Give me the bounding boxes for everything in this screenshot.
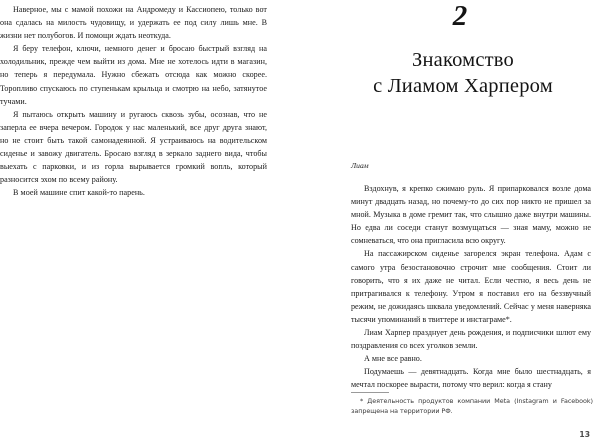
paragraph: Наверное, мы с мамой похожи на Андромеду и Кассиопею, только вот она сдалась на милость чудовищу, и удержать ее под силу лишь мне. В жизни нет полубогов. И помощи ждать неоткуда.: [0, 5, 267, 41]
chapter-title: [338, 47, 588, 99]
paragraph: Подумаешь — девятнадцать. Когда мне было шестнадцать, я мечтал поскорее вырасти, потому что верил: когда я стану: [351, 367, 591, 390]
footnote-divider: [351, 392, 389, 393]
left-page: [0, 0, 267, 447]
chapter-number: 2: [452, 0, 468, 32]
right-page-body: [351, 182, 591, 392]
right-page: [330, 0, 600, 447]
paragraph: Вздохнув, я крепко сжимаю руль. Я припарковался возле дома минут двадцать назад, но почему-то до сих пор никто не пришел за мной. Музыка в доме гремит так, что слышно даже внутри машины. Но едва ли соседи станут возмущаться — зная маму, можно не сомневаться, что она пригласила всю округу.: [351, 184, 591, 246]
left-page-body: [0, 3, 267, 199]
paragraph: Я беру телефон, ключи, немного денег и бросаю быстрый взгляд на холодильник, прежде чем выйти из дома. Мне не хотелось идти в магазин, но теперь я передумала. Нужно сбежать отсюда как можно скорее. Торопливо спускаюсь по ступенькам крыльца и смотрю на небо, затянутое тучами.: [0, 44, 267, 106]
chapter-title-line-1: Знакомство: [412, 49, 514, 71]
chapter-title-line-2: с Лиамом Харпером: [373, 75, 553, 97]
paragraph: В моей машине спит какой-то парень.: [13, 188, 145, 198]
footnote-text: * Деятельность продуктов компании Meta (Instagram и Facebook) запрещена на территории РФ.: [351, 397, 593, 415]
paragraph: Лиам Харпер празднует день рождения, и подписчики шлют ему поздравления со всех уголков земли.: [351, 328, 591, 351]
pov-label: Лиам: [351, 161, 369, 170]
paragraph: На пассажирском сиденье загорелся экран телефона. Адам с самого утра безостановочно строчит мне сообщения. Стоит ли говорить, что я их даже не читал. Если честно, я весь день не притрагивался к телефону. Утром я поставил его на беззвучный режим, не дожидаясь шквала уведомлений. Сейчас у меня наверняка тысячи упоминаний в твиттере и инстаграме*.: [351, 249, 591, 324]
footnote: [351, 392, 593, 416]
paragraph: А мне все равно.: [364, 354, 422, 364]
page-number: 13: [579, 430, 590, 439]
paragraph: Я пытаюсь открыть машину и ругаюсь сквозь зубы, осознав, что не заперла ее вчера вечером. Городок у нас маленький, все друг друга знают, но не стоит быть такой самонадеянной. Я устраиваюсь на водительском сиденье и завожу двигатель. Бросаю взгляд в зеркало заднего вида, чтобы выехать с парковки, и из горла вырывается громкий вопль, который разносится эхом по всему району.: [0, 109, 267, 185]
